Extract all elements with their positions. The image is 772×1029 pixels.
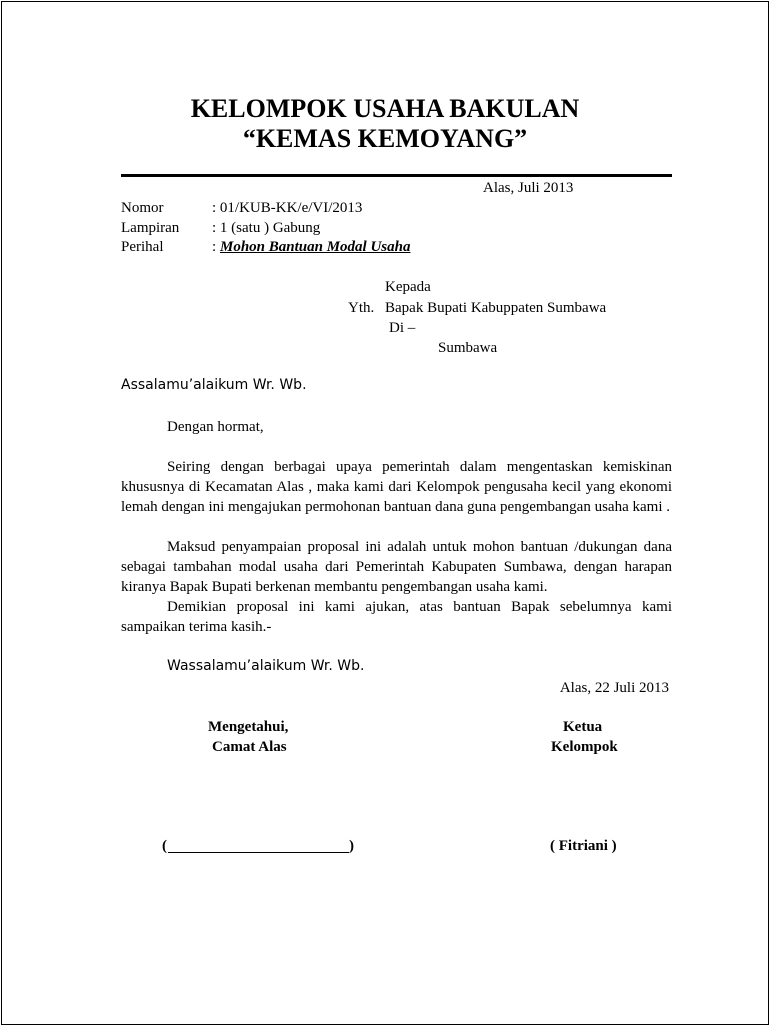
paragraph-1: Seiring dengan berbagai upaya pemerintah dalam mengentaskan kemiskinan khususnya di Kecamatan Alas , maka kami dari Kelompok pengusaha kecil yang ekonomi lemah dengan ini mengajukan permohonan bantuan dana guna pengembangan usaha kami . bbox=[121, 459, 672, 515]
recipient-yth: Yth. bbox=[348, 300, 375, 316]
right-signer-office: Kelompok bbox=[551, 739, 618, 755]
place-date: Alas, Juli 2013 bbox=[483, 180, 574, 196]
nomor-value: : 01/KUB-KK/e/VI/2013 bbox=[212, 200, 363, 216]
salutation: Dengan hormat, bbox=[167, 419, 264, 435]
recipient-kepada: Kepada bbox=[385, 279, 431, 295]
paragraph-2: Maksud penyampaian proposal ini adalah untuk mohon bantuan /dukungan dana sebagai tambahan modal usaha dari Pemerintah Kabupaten Sumbawa, dengan harapan kiranya Bapak Bupati berkenan membantu pengembangan usaha kami. bbox=[121, 539, 672, 595]
letter-page bbox=[1, 1, 769, 1025]
lampiran-value: : 1 (satu ) Gabung bbox=[212, 220, 321, 236]
recipient-di: Di – bbox=[389, 320, 416, 336]
perihal-label: Perihal bbox=[121, 239, 164, 255]
closing: Wassalamu’alaikum Wr. Wb. bbox=[167, 658, 365, 674]
perihal-value: Mohon Bantuan Modal Usaha bbox=[220, 239, 411, 255]
paragraph-3: Demikian proposal ini kami ajukan, atas bantuan Bapak sebelumnya kami sampaikan terima kasih.- bbox=[121, 599, 672, 635]
date-signed: Alas, 22 Juli 2013 bbox=[559, 680, 669, 696]
perihal-colon: : bbox=[212, 239, 217, 255]
lampiran-label: Lampiran bbox=[121, 220, 180, 236]
left-signature-open: ( bbox=[162, 838, 167, 854]
left-signature-line bbox=[168, 852, 349, 853]
right-signature-name: ( Fitriani ) bbox=[550, 838, 617, 854]
org-name: KELOMPOK USAHA BAKULAN bbox=[190, 94, 580, 123]
left-signer-title: Mengetahui, bbox=[208, 719, 289, 735]
recipient-city: Sumbawa bbox=[438, 340, 498, 356]
recipient-name: Bapak Bupati Kabuppaten Sumbawa bbox=[385, 300, 607, 316]
greeting: Assalamu’alaikum Wr. Wb. bbox=[121, 377, 307, 393]
nomor-label: Nomor bbox=[121, 200, 164, 216]
right-signer-title: Ketua bbox=[563, 719, 603, 735]
left-signature-close: ) bbox=[349, 838, 354, 854]
left-signer-office: Camat Alas bbox=[212, 739, 287, 755]
org-subname: “KEMAS KEMOYANG” bbox=[242, 124, 528, 153]
letterhead-rule bbox=[121, 174, 672, 177]
